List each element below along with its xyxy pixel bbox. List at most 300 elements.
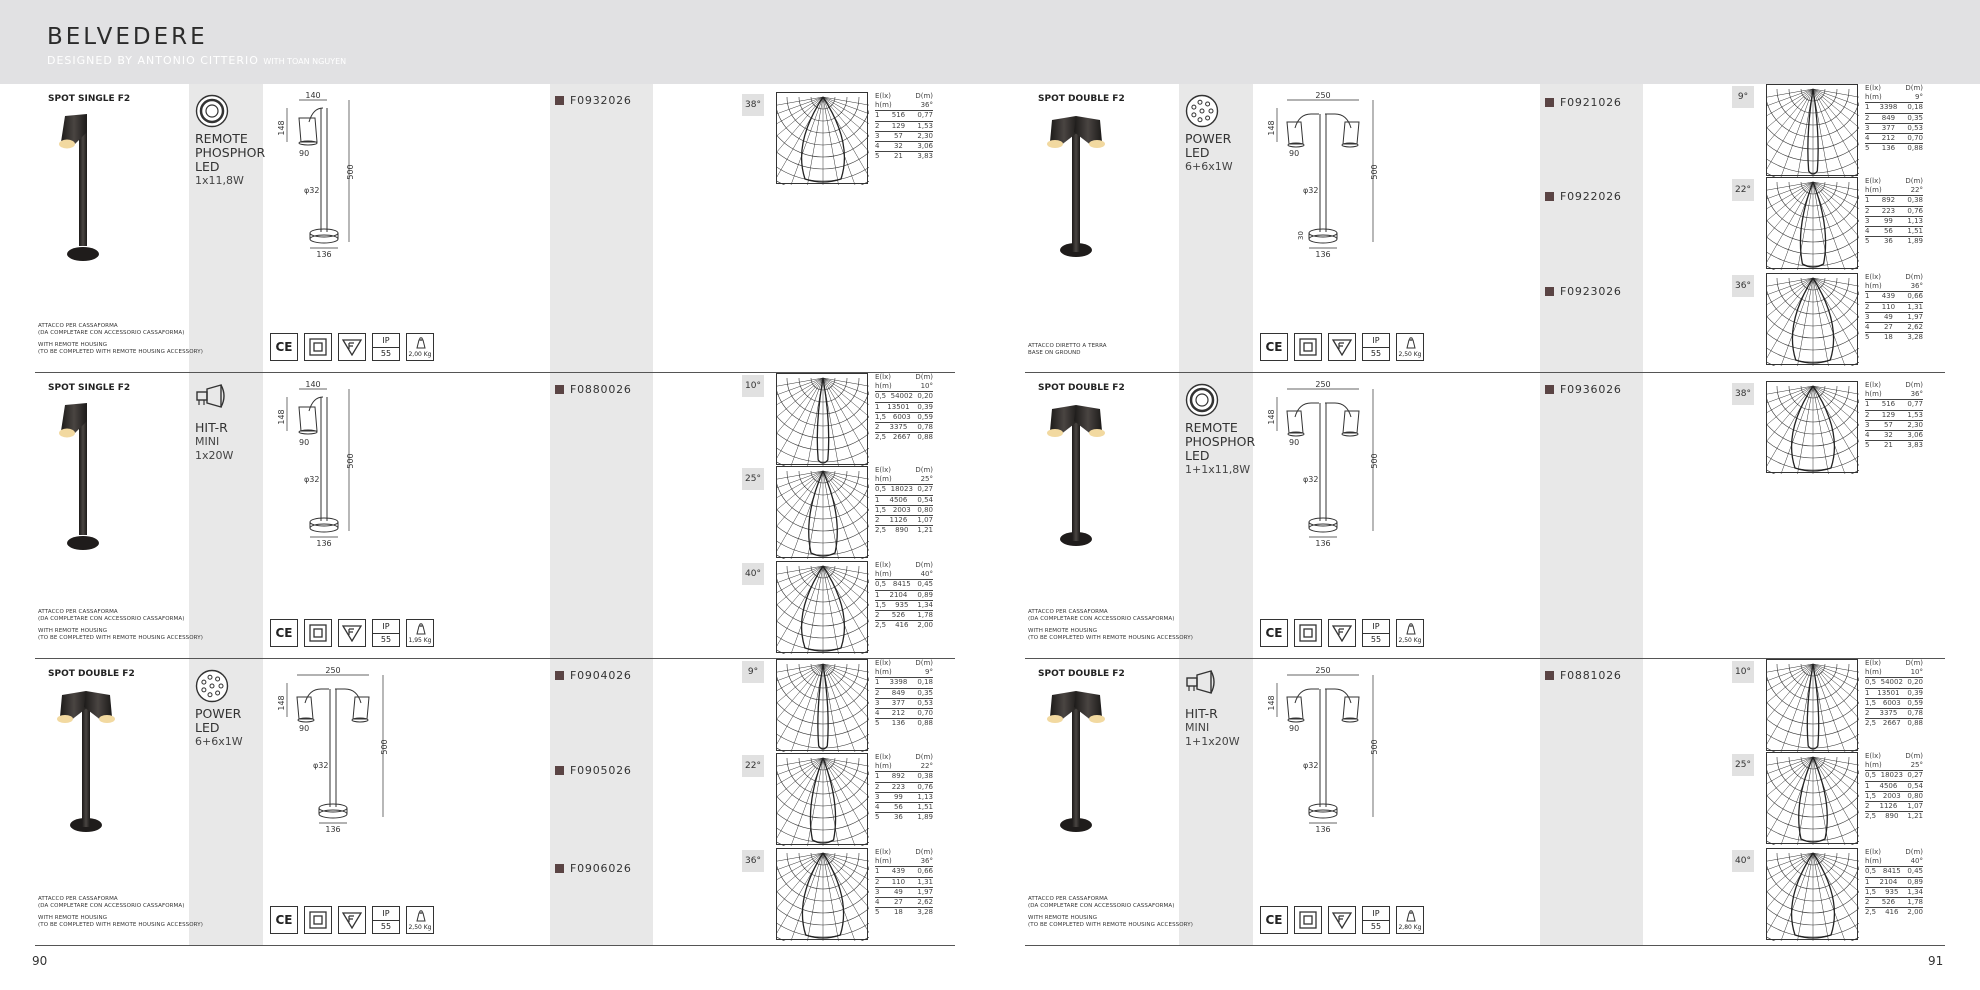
product-code-text: F0923026 — [1560, 285, 1622, 298]
svg-text:148: 148 — [277, 695, 286, 711]
table-header-cell: D(m) — [1905, 659, 1923, 667]
table-cell: 54002 — [1880, 678, 1903, 687]
light-source-sub: MINI — [1185, 721, 1210, 734]
table-row — [875, 718, 933, 728]
table-subheader — [875, 668, 933, 677]
table-row — [875, 484, 933, 494]
table-row — [875, 432, 933, 442]
table-cell: 935 — [1885, 887, 1899, 896]
table-subheader-cell: 40° — [920, 570, 933, 579]
ip55-rating — [372, 619, 400, 647]
light-source-name: LED — [1185, 145, 1210, 160]
table-header-cell: D(m) — [915, 848, 933, 856]
product-title: SPOT DOUBLE F2 — [1038, 669, 1125, 679]
code-column — [1540, 659, 1643, 945]
table-cell: 5 — [875, 908, 880, 917]
beam-angle-badge: 38° — [1732, 383, 1754, 405]
weight-value: 2,00 Kg — [408, 351, 432, 358]
table-cell: 18 — [1883, 333, 1893, 342]
class-ii-icon — [1294, 906, 1322, 934]
ip-value: 55 — [373, 347, 399, 360]
table-cell: 0,54 — [1907, 781, 1923, 790]
table-cell: 0,20 — [1907, 678, 1923, 687]
table-row — [1865, 877, 1923, 887]
table-cell: 8415 — [892, 580, 911, 589]
table-cell: 0,76 — [1907, 206, 1923, 215]
table-cell: 1,5 — [1865, 698, 1877, 707]
table-row — [875, 812, 933, 822]
mounting-note: (DA COMPLETARE CON ACCESSORIO CASSAFORMA) — [38, 616, 185, 622]
product-code-text: F0880026 — [570, 383, 632, 396]
ip-label: IP — [1372, 335, 1380, 345]
table-header-cell: D(m) — [1905, 381, 1923, 389]
table-cell: 2003 — [892, 505, 911, 514]
table-cell: 57 — [1883, 420, 1893, 429]
dimension-drawing — [1265, 381, 1385, 555]
table-cell: 0,78 — [1907, 709, 1923, 718]
table-cell: 849 — [1881, 113, 1896, 122]
table-subheader-cell: h(m) — [1865, 857, 1882, 866]
code-column — [1540, 373, 1643, 658]
svg-text:φ32: φ32 — [304, 475, 320, 484]
table-subheader — [875, 101, 933, 110]
table-cell: 6003 — [1882, 698, 1901, 707]
table-cell: 526 — [891, 611, 906, 620]
table-row — [875, 708, 933, 718]
table-cell: 3,06 — [917, 142, 933, 151]
table-cell: 377 — [1881, 123, 1896, 132]
table-row — [875, 802, 933, 812]
class-ii-icon — [1294, 333, 1322, 361]
table-cell: 1,51 — [917, 803, 933, 812]
table-cell: 0,27 — [1907, 771, 1923, 780]
product-code-text: F0936026 — [1560, 383, 1622, 396]
beam-angle-badge: 9° — [1732, 86, 1754, 108]
class-ii-icon — [1294, 619, 1322, 647]
page-header — [0, 0, 1980, 84]
table-cell: 1,31 — [1907, 302, 1923, 311]
table-cell: 99 — [893, 792, 903, 801]
table-cell: 0,76 — [917, 782, 933, 791]
ce-mark-icon: CE — [270, 333, 298, 361]
hit-r-lamp-icon — [195, 383, 229, 413]
table-cell: 0,66 — [917, 867, 933, 876]
svg-text:136: 136 — [1315, 539, 1331, 548]
table-header — [875, 561, 933, 570]
table-header — [875, 659, 933, 668]
table-cell: 2667 — [892, 433, 911, 442]
product-code-text: F0881026 — [1560, 669, 1622, 682]
f-mark-icon — [1328, 333, 1356, 361]
table-cell: 1,31 — [917, 877, 933, 886]
svg-text:90: 90 — [1289, 149, 1300, 158]
table-cell: 0,5 — [875, 485, 887, 494]
table-subheader-cell: 36° — [1910, 390, 1923, 399]
table-cell: 129 — [891, 121, 906, 130]
table-cell: 1,97 — [917, 887, 933, 896]
f-mark-icon — [338, 333, 366, 361]
table-subheader-cell: h(m) — [875, 382, 892, 391]
table-row — [1865, 811, 1923, 821]
table-cell: 0,38 — [917, 772, 933, 781]
table-cell: 13501 — [1877, 688, 1900, 697]
table-cell: 439 — [891, 867, 906, 876]
ip55-rating — [372, 333, 400, 361]
product-code — [555, 764, 632, 777]
table-cell: 3 — [1865, 312, 1870, 321]
table-row — [875, 771, 933, 781]
table-cell: 36 — [1883, 237, 1893, 246]
table-row — [875, 866, 933, 876]
table-cell: 49 — [1883, 312, 1893, 321]
code-column — [1540, 84, 1643, 372]
table-header-cell: D(m) — [915, 753, 933, 761]
table-subheader — [875, 382, 933, 391]
table-cell: 1,5 — [1865, 887, 1877, 896]
table-row — [875, 495, 933, 505]
table-row — [1865, 770, 1923, 780]
table-header-cell: D(m) — [1905, 848, 1923, 856]
table-header — [1865, 659, 1923, 668]
table-cell: 439 — [1881, 292, 1896, 301]
table-cell: 2,5 — [1865, 812, 1877, 821]
code-column — [550, 84, 653, 372]
mounting-note: ATTACCO DIRETTO A TERRA — [1028, 343, 1107, 349]
table-cell: 4 — [875, 709, 880, 718]
table-cell: 0,54 — [917, 495, 933, 504]
table-header-cell: D(m) — [915, 561, 933, 569]
lamp-image — [45, 106, 121, 270]
product-code-text: F0932026 — [570, 94, 632, 107]
ip-value: 55 — [1363, 347, 1389, 360]
mounting-note: (DA COMPLETARE CON ACCESSORIO CASSAFORMA) — [1028, 616, 1175, 622]
table-cell: 0,89 — [1907, 877, 1923, 886]
table-cell: 1,21 — [1907, 812, 1923, 821]
svg-text:140: 140 — [305, 92, 321, 100]
table-cell: 2,62 — [1907, 323, 1923, 332]
mounting-note: (TO BE COMPLETED WITH REMOTE HOUSING ACCESSORY) — [38, 349, 203, 355]
table-cell: 1,13 — [917, 792, 933, 801]
table-row — [1865, 216, 1923, 226]
table-cell: 0,18 — [1907, 103, 1923, 112]
table-cell: 1 — [875, 590, 880, 599]
table-cell: 2,30 — [1907, 420, 1923, 429]
ip55-rating — [1362, 333, 1390, 361]
dimension-drawing — [1265, 667, 1385, 841]
table-cell: 2 — [875, 611, 880, 620]
table-cell: 1 — [1865, 688, 1870, 697]
table-cell: 2 — [1865, 410, 1870, 419]
table-row — [1865, 410, 1923, 420]
table-cell: 0,88 — [917, 719, 933, 728]
table-subheader-cell: h(m) — [1865, 93, 1882, 102]
photometric-diagram — [1766, 273, 1858, 365]
weight-value: 2,50 Kg — [1398, 351, 1422, 358]
lamp-image — [1038, 102, 1114, 266]
beam-angle-badge: 36° — [742, 850, 764, 872]
table-cell: 5 — [1865, 333, 1870, 342]
table-cell: 1 — [875, 867, 880, 876]
table-header-cell: E(lx) — [1865, 177, 1881, 185]
table-row — [875, 402, 933, 412]
source-column — [1179, 659, 1253, 945]
table-cell: 1,34 — [917, 600, 933, 609]
svg-text:250: 250 — [1315, 667, 1331, 675]
mounting-note: WITH REMOTE HOUSING — [1028, 628, 1098, 634]
table-row — [1865, 195, 1923, 205]
table-subheader-cell: h(m) — [1865, 390, 1882, 399]
table-subheader-cell: 22° — [920, 762, 933, 771]
beam-angle-badge: 10° — [1732, 661, 1754, 683]
svg-text:500: 500 — [380, 739, 389, 755]
table-header — [875, 848, 933, 857]
table-subheader-cell: 10° — [920, 382, 933, 391]
light-source-name: HIT-R — [1185, 706, 1218, 721]
weight-value: 2,50 Kg — [1398, 637, 1422, 644]
ce-mark-icon: CE — [1260, 906, 1288, 934]
table-subheader — [1865, 761, 1923, 770]
svg-text:148: 148 — [1267, 695, 1276, 711]
beam-angle-badge: 40° — [742, 563, 764, 585]
table-cell: 4506 — [889, 495, 908, 504]
dimension-drawing — [275, 667, 395, 841]
table-cell: 1 — [875, 402, 880, 411]
table-header-cell: E(lx) — [1865, 273, 1881, 281]
table-cell: 2 — [875, 423, 880, 432]
table-cell: 5 — [1865, 144, 1870, 153]
table-row — [875, 151, 933, 161]
product-code-text: F0904026 — [570, 669, 632, 682]
svg-text:148: 148 — [1267, 120, 1276, 136]
code-marker — [555, 864, 564, 873]
product-code-text: F0905026 — [570, 764, 632, 777]
svg-text:136: 136 — [1315, 250, 1331, 259]
table-cell: 0,88 — [917, 433, 933, 442]
table-subheader-cell: 9° — [1915, 93, 1923, 102]
svg-text:148: 148 — [1267, 409, 1276, 425]
table-row — [1865, 312, 1923, 322]
table-subheader-cell: 22° — [1910, 186, 1923, 195]
table-cell: 21 — [893, 152, 903, 161]
svg-text:500: 500 — [1370, 739, 1379, 755]
weight-icon — [406, 906, 434, 934]
table-row — [875, 590, 933, 600]
product-row — [1025, 84, 1945, 373]
wattage: 1+1x11,8W — [1185, 463, 1251, 476]
ip-value: 55 — [373, 920, 399, 933]
illuminance-table — [1865, 381, 1923, 450]
table-subheader-cell: 9° — [925, 668, 933, 677]
svg-text:90: 90 — [299, 149, 310, 158]
code-marker — [1545, 192, 1554, 201]
table-cell: 526 — [1881, 898, 1896, 907]
code-column — [550, 373, 653, 658]
table-cell: 3398 — [889, 678, 908, 687]
photometric-diagram — [776, 659, 868, 751]
illuminance-table — [1865, 659, 1923, 728]
illuminance-table — [1865, 273, 1923, 342]
table-cell: 849 — [891, 688, 906, 697]
table-header-cell: E(lx) — [875, 466, 891, 474]
lamp-photo — [1038, 391, 1114, 551]
table-row — [875, 677, 933, 687]
hit-r-lamp-icon — [1185, 669, 1219, 699]
table-cell: 1,5 — [1865, 791, 1877, 800]
svg-text:φ32: φ32 — [313, 761, 329, 770]
table-cell: 2 — [1865, 709, 1870, 718]
table-cell: 0,53 — [1907, 123, 1923, 132]
table-cell: 5 — [875, 719, 880, 728]
table-row — [875, 515, 933, 525]
weight-icon — [1396, 906, 1424, 934]
svg-text:500: 500 — [346, 453, 355, 469]
table-header-cell: D(m) — [1905, 273, 1923, 281]
table-header-cell: E(lx) — [875, 373, 891, 381]
table-cell: 3375 — [889, 423, 908, 432]
table-row — [1865, 226, 1923, 236]
beam-angle-badge: 25° — [742, 468, 764, 490]
table-cell: 6003 — [892, 412, 911, 421]
table-subheader-cell: 36° — [920, 101, 933, 110]
illuminance-table — [1865, 84, 1923, 153]
svg-text:250: 250 — [1315, 92, 1331, 100]
table-row — [875, 141, 933, 151]
table-cell: 1 — [1865, 292, 1870, 301]
certification-icons — [1260, 333, 1424, 361]
ce-mark-icon: CE — [270, 906, 298, 934]
table-cell: 136 — [1881, 144, 1896, 153]
table-row — [1865, 677, 1923, 687]
mounting-note: (DA COMPLETARE CON ACCESSORIO CASSAFORMA) — [38, 330, 185, 336]
table-cell: 4 — [1865, 431, 1870, 440]
certification-icons — [1260, 906, 1424, 934]
photometric-diagram — [1766, 381, 1858, 473]
illuminance-table — [875, 92, 933, 161]
code-marker — [1545, 671, 1554, 680]
table-header — [875, 373, 933, 382]
light-source-name: PHOSPHOR — [1185, 434, 1256, 449]
ce-mark-icon: CE — [270, 619, 298, 647]
table-header-cell: D(m) — [915, 466, 933, 474]
table-cell: 1,97 — [1907, 312, 1923, 321]
table-row — [875, 525, 933, 535]
table-header-cell: E(lx) — [875, 659, 891, 667]
table-row — [1865, 102, 1923, 112]
code-marker — [555, 385, 564, 394]
certification-icons — [270, 906, 434, 934]
table-cell: 4 — [1865, 323, 1870, 332]
weight-icon — [1396, 333, 1424, 361]
mounting-note: (TO BE COMPLETED WITH REMOTE HOUSING ACCESSORY) — [1028, 922, 1193, 928]
table-cell: 1,53 — [917, 121, 933, 130]
table-cell: 0,70 — [1907, 134, 1923, 143]
table-subheader-cell: 36° — [920, 857, 933, 866]
table-cell: 2 — [875, 782, 880, 791]
table-cell: 1 — [1865, 781, 1870, 790]
designer-collab: WITH TOAN NGUYEN — [263, 57, 347, 66]
table-row — [1865, 698, 1923, 708]
f-mark-icon — [1328, 619, 1356, 647]
ip-label: IP — [1372, 621, 1380, 631]
table-cell: 516 — [891, 111, 906, 120]
source-column — [189, 373, 263, 658]
table-row — [1865, 322, 1923, 332]
remote-phosphor-icon — [1185, 383, 1219, 421]
svg-text:90: 90 — [1289, 438, 1300, 447]
table-cell: 416 — [895, 621, 909, 630]
weight-value: 2,50 Kg — [408, 924, 432, 931]
table-subheader — [1865, 668, 1923, 677]
table-subheader — [1865, 390, 1923, 399]
table-subheader — [1865, 186, 1923, 195]
table-row — [875, 897, 933, 907]
table-cell: 21 — [1883, 441, 1893, 450]
table-cell: 1126 — [889, 516, 908, 525]
table-header — [1865, 752, 1923, 761]
table-cell: 890 — [1885, 812, 1899, 821]
table-header-cell: E(lx) — [1865, 84, 1881, 92]
product-title: SPOT DOUBLE F2 — [1038, 94, 1125, 104]
photometric-diagram — [776, 561, 868, 653]
table-cell: 4506 — [1879, 781, 1898, 790]
class-ii-icon — [304, 619, 332, 647]
table-row — [875, 877, 933, 887]
table-cell: 0,66 — [1907, 292, 1923, 301]
product-title: SPOT SINGLE F2 — [48, 94, 131, 104]
table-cell: 416 — [1885, 908, 1899, 917]
table-cell: 3 — [1865, 123, 1870, 132]
illuminance-table — [875, 848, 933, 917]
table-row — [1865, 430, 1923, 440]
product-code — [1545, 190, 1622, 203]
table-cell: 1126 — [1879, 802, 1898, 811]
table-subheader-cell: 25° — [920, 475, 933, 484]
mounting-note: (TO BE COMPLETED WITH REMOTE HOUSING ACCESSORY) — [1028, 635, 1193, 641]
svg-text:136: 136 — [316, 539, 332, 548]
table-cell: 110 — [891, 877, 906, 886]
ip-label: IP — [382, 908, 390, 918]
table-cell: 1 — [1865, 196, 1870, 205]
table-cell: 1 — [1865, 877, 1870, 886]
table-cell: 56 — [1883, 227, 1893, 236]
mounting-note: ATTACCO PER CASSAFORMA — [38, 896, 118, 902]
table-cell: 0,27 — [917, 485, 933, 494]
lamp-image — [48, 677, 124, 841]
table-cell: 1 — [875, 111, 880, 120]
table-cell: 3 — [875, 792, 880, 801]
table-row — [1865, 708, 1923, 718]
table-header-cell: E(lx) — [1865, 752, 1881, 760]
table-row — [875, 698, 933, 708]
mounting-note: (TO BE COMPLETED WITH REMOTE HOUSING ACCESSORY) — [38, 635, 203, 641]
product-row — [35, 84, 955, 373]
table-subheader-cell: 36° — [1910, 282, 1923, 291]
code-column — [550, 659, 653, 945]
ip-value: 55 — [1363, 920, 1389, 933]
dimension-drawing — [1265, 92, 1385, 266]
light-source-name: PHOSPHOR — [195, 145, 266, 160]
table-cell: 0,89 — [917, 590, 933, 599]
svg-text:φ32: φ32 — [1303, 761, 1319, 770]
table-cell: 0,88 — [1907, 144, 1923, 153]
mounting-note: WITH REMOTE HOUSING — [38, 342, 108, 348]
table-subheader — [1865, 282, 1923, 291]
table-row — [875, 131, 933, 141]
designer-name: DESIGNED BY ANTONIO CITTERIO — [47, 54, 259, 67]
mounting-note: (TO BE COMPLETED WITH REMOTE HOUSING ACCESSORY) — [38, 922, 203, 928]
table-cell: 99 — [1883, 216, 1893, 225]
product-code-text: F0906026 — [570, 862, 632, 875]
